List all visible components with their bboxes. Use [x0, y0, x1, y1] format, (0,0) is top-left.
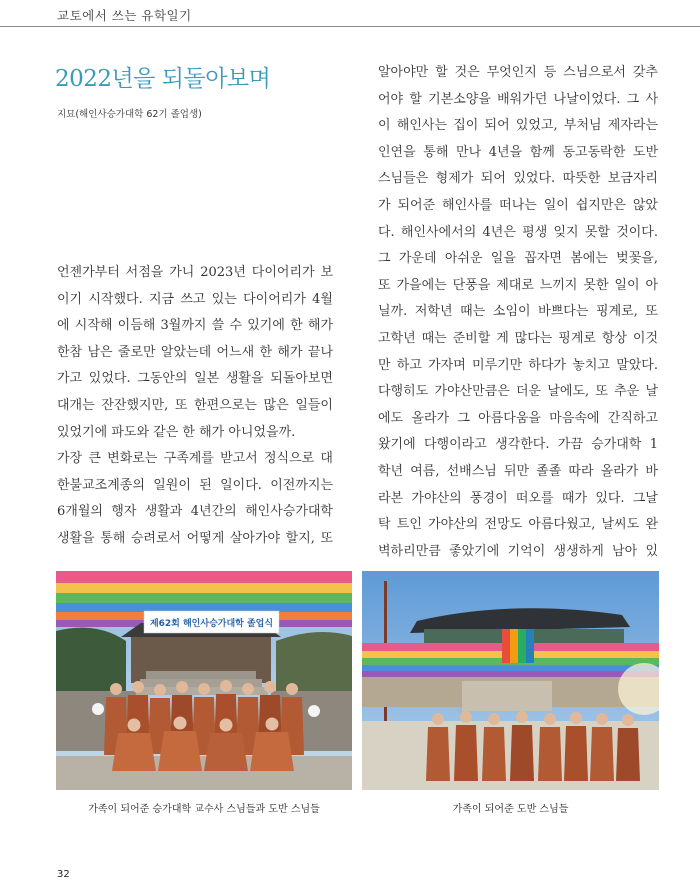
- text-line: 어야 할 기본소양을 배워가던 나날이었다. 그 사: [378, 91, 658, 107]
- text-line: 스님들은 형제가 되어 있었다. 따뜻한 보금자리: [378, 171, 658, 187]
- text-line: 가장 큰 변화로는 구족계를 받고서 정식으로 대: [57, 451, 333, 467]
- running-head: 교토에서 쓰는 유학일기: [57, 8, 192, 23]
- text-line: 또 가을에는 단풍을 제대로 느끼지 못한 일이 아: [378, 277, 658, 293]
- text-line: 탁 트인 가야산의 전망도 아름다웠고, 날씨도 완: [378, 517, 658, 533]
- text-line: 만 하고 가자며 미루기만 하다가 놓치고 말았다.: [378, 357, 658, 373]
- text-line: 라본 가야산의 풍경이 떠오를 때가 있다. 그날: [378, 490, 658, 506]
- text-line: 고학년 때는 준비할 게 많다는 핑계로 항상 이것: [378, 330, 658, 346]
- graduation-photo-illustration: [56, 571, 352, 790]
- temple-courtyard-photo: [362, 571, 659, 790]
- graduation-group-photo: [56, 571, 352, 790]
- text-line: 다. 해인사에서의 4년은 평생 잊지 못할 것이다.: [378, 224, 658, 240]
- text-line: 있었기에 파도와 같은 한 해가 아니었을까.: [57, 424, 296, 440]
- text-line: 에 시작해 이듬해 3월까지 쓸 수 있기에 한 해가: [57, 318, 333, 334]
- text-line: 그 가운데 아쉬운 일을 꼽자면 봄에는 벚꽃을,: [378, 251, 658, 267]
- text-line: 대개는 잔잔했지만, 또 한편으로는 많은 일들이: [57, 397, 333, 413]
- text-line: 에도 올라가 그 아름다움을 마음속에 간직하고: [378, 410, 658, 426]
- banner-text: 제62회 해인사승가대학 졸업식: [149, 619, 274, 629]
- text-line: 한불교조계종의 일원이 된 일이다. 이전까지는: [57, 477, 333, 493]
- text-line: 닐까. 저학년 때는 소임이 바쁘다는 핑계로, 또: [378, 304, 658, 320]
- text-line: 가고 있었다. 그동안의 일본 생활을 되돌아보면: [57, 371, 333, 387]
- author-line: 지묘(해인사승가대학 62기 졸업생): [57, 109, 202, 120]
- body-column-left: [57, 260, 333, 553]
- text-line: 학년 여름, 선배스님 뒤만 졸졸 따라 올라가 바: [378, 463, 658, 479]
- text-line: 한참 남은 줄로만 알았는데 어느새 한 해가 끝나: [57, 344, 333, 360]
- text-line: 가 되어준 해인사를 떠나는 일이 쉽지만은 않았: [378, 197, 658, 213]
- header-rule: [0, 26, 700, 27]
- photo-caption-courtyard: 가족이 되어준 도반 스님들: [452, 804, 569, 815]
- text-line: 6개월의 행자 생활과 4년간의 해인사승가대학: [57, 504, 333, 520]
- body-column-right: [378, 60, 658, 565]
- text-line: 다행히도 가야산만큼은 더운 날에도, 또 추운 날: [378, 384, 658, 400]
- text-line: 인연을 통해 만나 4년을 함께 동고동락한 도반: [378, 144, 658, 160]
- article-title: 2022년을 되돌아보며: [55, 66, 271, 92]
- photo-caption-graduation: 가족이 되어준 승가대학 교수사 스님들과 도반 스님들: [88, 804, 320, 815]
- text-line: 언젠가부터 서점을 가니 2023년 다이어리가 보: [57, 265, 333, 280]
- text-line: 이기 시작했다. 지금 쓰고 있는 다이어리가 4월: [57, 291, 333, 307]
- text-line: 왔기에 다행이라고 생각한다. 가끔 승가대학 1: [378, 437, 658, 453]
- text-line: 벽하리만큼 좋았기에 기억이 생생하게 남아 있: [378, 543, 658, 559]
- text-line: 알아야만 할 것은 무엇인지 등 스님으로서 갖추: [378, 65, 658, 80]
- text-line: 생활을 통해 승려로서 어떻게 살아가야 할지, 또: [57, 530, 333, 546]
- courtyard-photo-illustration: [362, 571, 659, 790]
- page-number: 32: [57, 869, 70, 880]
- text-line: 이 해인사는 집이 되어 있었고, 부처님 제자라는: [378, 118, 658, 134]
